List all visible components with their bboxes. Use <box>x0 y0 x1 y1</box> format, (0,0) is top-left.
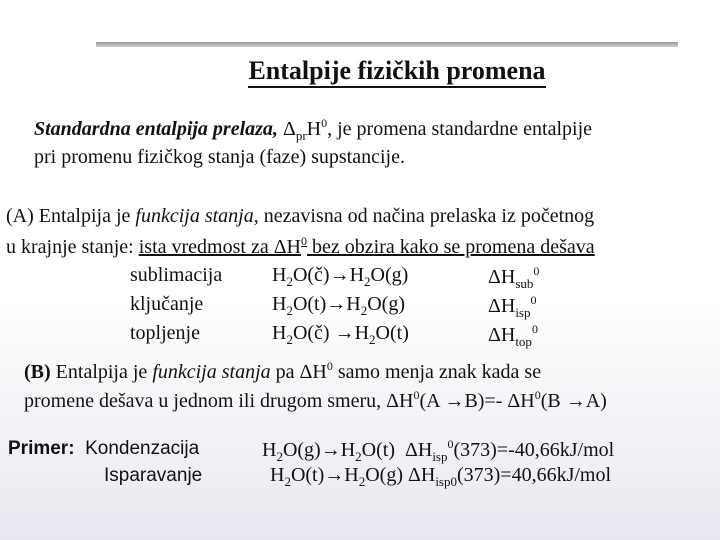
eq-sub: 2 <box>286 274 293 289</box>
dh-sub: isp <box>515 305 531 320</box>
process-name-kljucanje: ključanje <box>130 293 204 315</box>
definition-h: H <box>306 118 322 140</box>
part-a-lead: (A) Entalpija je <box>6 205 136 227</box>
part-a-line-1 <box>6 205 594 228</box>
process-dh-kljucanje <box>488 293 536 321</box>
eq-o: O(č) <box>292 322 335 344</box>
eq-h: H <box>262 439 277 461</box>
eq-sub: 2 <box>284 474 291 489</box>
example-label: Primer: <box>8 438 75 459</box>
eq-h: H <box>354 322 370 344</box>
definition-term: Standardna entalpija prelaza, <box>34 118 278 140</box>
dh-sub: isp <box>432 449 448 464</box>
dh-sub: isp <box>435 474 451 489</box>
dh-symbol: ΔH <box>488 295 516 317</box>
example-evap: Isparavanje <box>104 465 203 486</box>
part-b-text3: samo menja znak kada se <box>332 361 542 383</box>
process-eq-sublimacija <box>272 264 408 290</box>
eq-sub: 2 <box>369 332 376 347</box>
eq-h: H <box>349 264 365 286</box>
dh-sub: top <box>515 334 532 349</box>
part-b-lead: (B) <box>24 361 51 383</box>
eq-o: O(g) <box>365 464 403 486</box>
dh-sup: 0 <box>533 264 540 278</box>
part-a-line2-sup: 0 <box>301 234 307 248</box>
eq-o: O(t) <box>375 322 409 344</box>
arrow-icon: → <box>329 264 350 286</box>
eq-h: H <box>344 464 359 486</box>
dh-sub: sub <box>515 276 534 291</box>
process-eq-kljucanje <box>272 293 405 319</box>
dh-sup: 0 <box>447 437 454 451</box>
part-b-line2a: promene dešava u jednom ili drugom smeru, ΔH <box>24 390 414 412</box>
eq-h: H <box>272 322 287 344</box>
part-b-text2: pa ΔH <box>270 361 327 383</box>
definition-line-1 <box>34 116 592 144</box>
definition-sub: pr <box>295 128 307 143</box>
part-b-line2b: (A →B)=- ΔH <box>419 390 535 412</box>
eq-sub: 2 <box>286 332 293 347</box>
eq-sub: 2 <box>364 274 371 289</box>
eq-o: O(t) <box>361 439 395 461</box>
part-a-rest: , nezavisna od načina prelaska iz početnog <box>253 205 595 227</box>
part-b-line-1 <box>24 359 541 384</box>
dh-value: (373)=-40,66kJ/mol <box>453 439 615 461</box>
process-name-sublimacija: sublimacija <box>130 264 223 286</box>
arrow-icon: → <box>334 322 355 344</box>
dh-sub: 0 <box>450 474 457 489</box>
part-a-line-2 <box>6 234 595 259</box>
eq-o: O(g) <box>282 439 321 461</box>
example-eq-2 <box>270 464 611 490</box>
eq-o: O(t) <box>292 293 327 315</box>
part-b-line2c: (B →A) <box>540 390 607 412</box>
eq-sub: 2 <box>355 449 362 464</box>
eq-h: H <box>340 439 356 461</box>
definition-line-2: pri promenu fizičkog stanja (faze) supstancije. <box>34 146 405 168</box>
process-eq-topljenje <box>272 322 409 348</box>
definition-delta: Δ <box>282 118 296 140</box>
page-title-text: Entalpije fizičkih promena <box>248 56 545 88</box>
dh-sup: 0 <box>531 322 538 336</box>
part-b-sup: 0 <box>326 359 333 373</box>
dh-symbol: ΔH <box>488 324 516 346</box>
arrow-icon: → <box>324 464 345 486</box>
eq-h: H <box>272 293 287 315</box>
eq-sub: 2 <box>276 449 283 464</box>
eq-sub: 2 <box>360 303 368 318</box>
eq-o: O(g) <box>370 264 409 286</box>
part-a-line2-ul1: ista vredmost za ΔH <box>138 236 301 258</box>
process-dh-topljenje <box>488 322 538 350</box>
arrow-icon: → <box>326 293 347 315</box>
example-line-1 <box>8 438 199 460</box>
part-b-line2sup1: 0 <box>413 388 420 402</box>
definition-sup: 0 <box>321 116 328 130</box>
eq-h: H <box>346 293 361 315</box>
dh-symbol: ΔH <box>405 439 433 461</box>
part-b-text1: Entalpija je <box>50 361 153 383</box>
dh-sup: 0 <box>530 293 537 307</box>
dh-value: (373)=40,66kJ/mol <box>456 464 612 486</box>
eq-h: H <box>272 264 287 286</box>
dh-symbol: ΔH <box>408 464 436 486</box>
definition-rest: , je promena standardne entalpije <box>327 118 593 140</box>
part-b-func: funkcija stanja <box>152 361 271 383</box>
title-rule <box>96 42 678 47</box>
eq-o: O(g) <box>367 293 405 315</box>
part-b-line2sup2: 0 <box>534 388 541 402</box>
example-cond: Kondenzacija <box>85 438 200 459</box>
part-a-line2-start: u krajnje stanje: <box>6 236 139 258</box>
eq-o: O(t) <box>290 464 325 486</box>
eq-sub: 2 <box>286 303 293 318</box>
eq-o: O(č) <box>292 264 330 286</box>
eq-sub: 2 <box>358 474 366 489</box>
example-eq-1 <box>262 437 614 465</box>
process-name-topljenje: topljenje <box>130 322 200 344</box>
process-dh-sublimacija <box>488 264 539 292</box>
page-title <box>0 56 720 86</box>
part-b-line-2 <box>24 388 720 413</box>
dh-symbol: ΔH <box>488 266 516 288</box>
part-a-line2-ul2: bez obzira kako se promena dešava <box>307 236 595 258</box>
part-a-func: funkcija stanja <box>135 205 254 227</box>
arrow-icon: → <box>320 439 341 461</box>
eq-h: H <box>270 464 285 486</box>
